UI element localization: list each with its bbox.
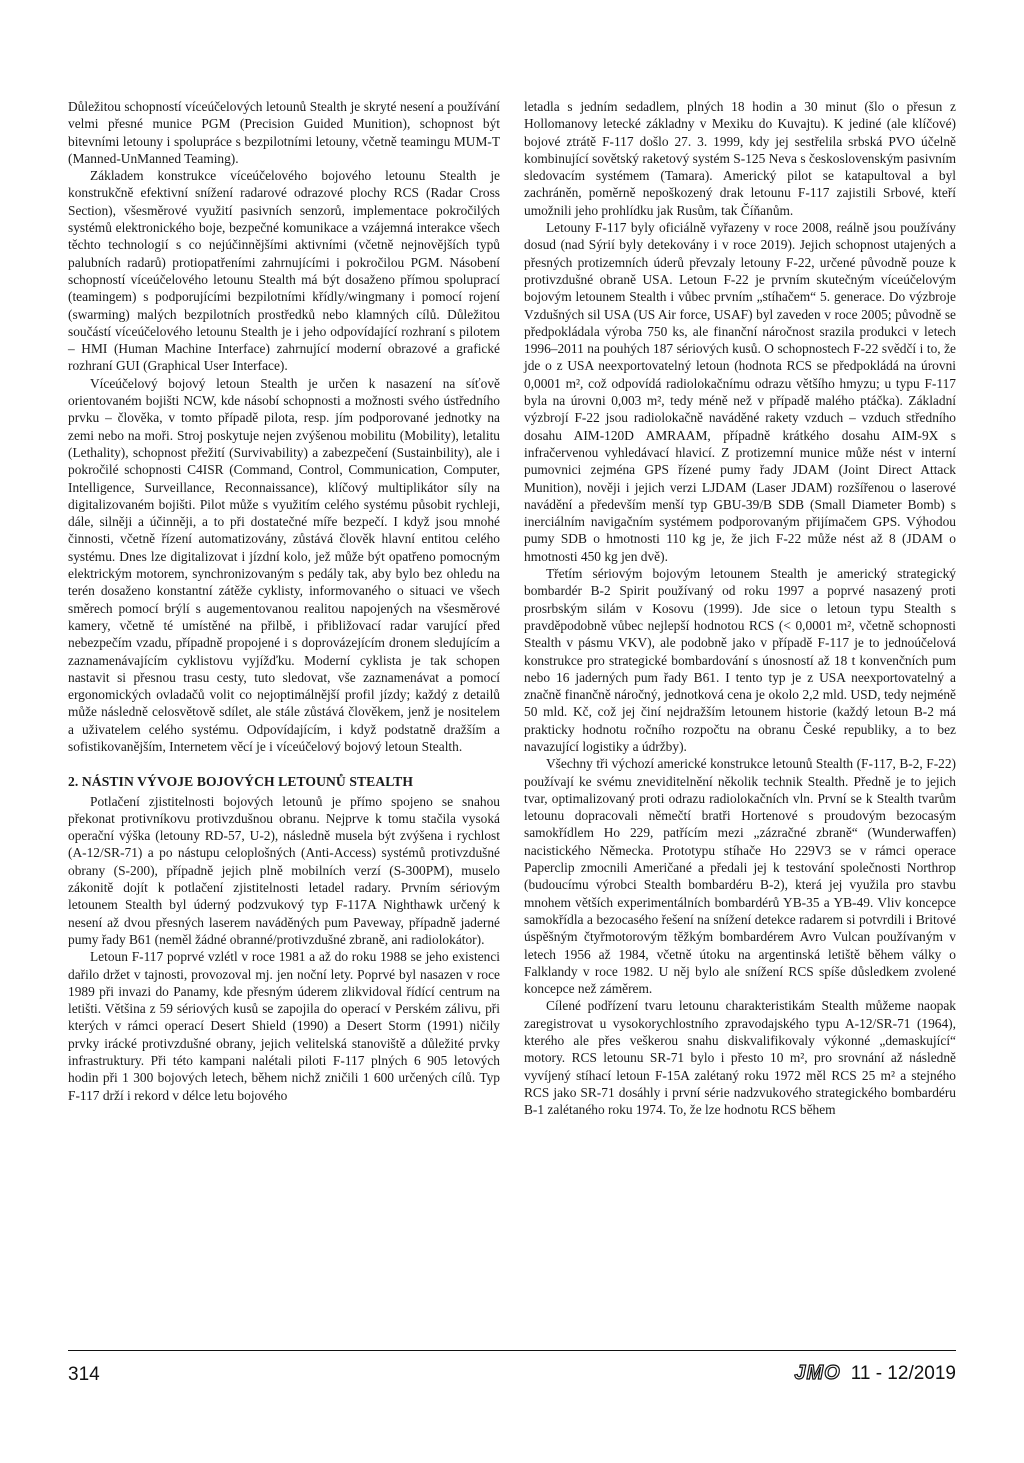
issue-number: 11 - 12/2019 xyxy=(850,1362,956,1384)
body-paragraph: letadla s jedním sedadlem, plných 18 hodin a 30 minut (šlo o přesun z Hollomanovy letecké základny v Mexiku do Kuvajtu). K jediné (ale klíčové) bojové ztrátě F-117 došlo 27. 3. 1999, kdy jej sestřelila srbská PVO účelně kombinující sovětský raketový systém S-125 Neva s československým pasivním sledovacím systémem (Tamara). Americký pilot se katapultoval a byl zachráněn, poměrně nepoškozený drak letounu F-117 zajistili Srbové, kteří umožnili jeho prohlídku jak Rusům, tak Číňanům. xyxy=(524,99,956,218)
right-column xyxy=(524,98,956,1119)
journal-logo: JMO xyxy=(794,1362,841,1384)
body-paragraph: Potlačení zjistitelnosti bojových letounů je přímo spojeno se snahou překonat protivníkovu protivzdušnou obranu. Nejprve k tomu stačila vysoká operační výška (letouny RD-57, U-2), následně musela být zvýšena i rychlost (A-12/SR-71) a po nástupu celoplošných (Anti-Access) systémů protivzdušné obrany (S-200), případně jejich plně mobilních verzí (S-300PM), muselo zákonitě dojít k potlačení zjistitelnosti letadel radary. Prvním sériovým letounem Stealth byl úderný podzvukový typ F-117A Nighthawk určený k nesení až dvou přesných laserem naváděných pum Paveway, případně jaderné pumy řady B61 (neměl žádné obranné/protivzdušné zbraně, ani radiolokátor). xyxy=(68,793,500,947)
body-paragraph: Letouny F-117 byly oficiálně vyřazeny v roce 2008, reálně jsou používány dosud (nad Sýrií byly detekovány i v roce 2019). Jejich schopnost utajených a přesných protizemních úderů převzaly letouny F-22, určené původně pouze k protivzdušné obraně USA. Letoun F-22 je prvním skutečným víceúčelovým bojovým letounem Stealth i vůbec prvním „stíhačem“ 5. generace. Do výzbroje Vzdušných sil USA (US Air force, USAF) byl zaveden v roce 2005; původně se předpokládala výroba 750 ks, ale finanční náročnost srazila produkci v letech 1996–2011 na pouhých 187 sériových kusů. O schopnostech F-22 svědčí i to, že jde o z USA neexportovatelný letoun (hodnota RCS se předpokládá na úrovni 0,0001 m², což odpovídá radiolokačnímu odrazu většího hmyzu; u typu F-117 byla na úrovni 0,003 m², tedy méně než v případě malého ptáčka). Základní výzbrojí F-22 jsou radiolokačně naváděné rakety vzduch – vzduch středního dosahu AIM-120D AMRAAM, případně krátkého dosahu AIM-9X s infračervenou vyhledávací hlavicí. Z protizemní munice může nést v interní pumovnici zejména GPS řízené pumy řady JDAM (Joint Direct Attack Munition), nověji i jejich verzi LJDAM (Laser JDAM) rozšířenou o laserové navádění a především menší typ GBU-39/B SDB (Small Diameter Bomb) s inerciálním navigačním systémem podporovaným přijímačem GPS. Výhodou pumy SDB o hmotnosti 110 kg je, že jich F-22 může nést až 8 (JDAM o hmotnosti 450 kg jen dvě). xyxy=(524,220,956,564)
body-paragraph: Víceúčelový bojový letoun Stealth je určen k nasazení na síťově orientovaném bojišti NCW, kde násobí schopnosti a možnosti svého ústředního prvku – člověka, v tomto případě pilota, resp. jím podporované jednotky na zemi nebo na moři. Stroj poskytuje nejen zvýšenou mobilitu (Mobility), letalitu (Lethality), schopnost přežití (Survivability) a zabezpečení (Sustainbility), ale i pokročilé schopnosti C4ISR (Command, Control, Communication, Computer, Intelligence, Surveillance, Reconnaissance), klíčový multiplikátor síly na digitalizovaném bojišti. Pilot může s využitím celého systému působit rychleji, dále, silněji a účinněji, a to při dostatečné míře bezpečí. I když jsou mnohé činnosti, včetně řízení automatizovány, zůstává člověk hlavní entitou celého systému. Dnes lze digitalizovat i jízdní kolo, jež může být opatřeno pomocným elektrickým motorem, synchronizovaným s pedály tak, aby bylo bez ohledu na terén dosaženo konstantní zátěže cyklisty, informovaného o situaci ve všech směrech pomocí brýlí s augementovanou realitou napojených na všesměrové kamery, včetně té umístěné na přilbě, i přibližovací radar varující před nebezpečím vzadu, případně propojené i s doprovázejícím dronem sledujícím a zaznamenávajícím cyklistovu vyjížďku. Moderní cyklista je tak schopen nastavit si přesnou trasu cesty, tuto sledovat, vše zaznamenávat a pomocí ergonomických ovladačů volit co nejoptimálnější profil jízdy; každý z detailů může následně celosvětově sdílet, ale stále zůstává člověkem, jenž je nositelem a uživatelem celého systému. Odpovídajícím, i když podstatně dražším a sofistikovanějším, Internetem věcí je i víceúčelový bojový letoun Stealth. xyxy=(68,375,500,754)
body-paragraph: Třetím sériovým bojovým letounem Stealth je americký strategický bombardér B-2 Spirit používaný od roku 1997 a poprvé nasazený proti prosrbským silám v Kosovu (1999). Jde sice o letoun typu Stealth s pravděpodobně vůbec nejlepší hodnotou RCS (< 0,0001 m², včetně schopnosti Stealth v pásmu VKV), ale podobně jako v případě F-117 je to jednoúčelová konstrukce pro strategické bombardování s únosností až 18 t konvenčních pum nebo 16 jaderných pum řady B61. I tento typ je z USA neexportovatelný a značně finančně náročný, jednotková cena je okolo 2,2 mld. USD, tedy nejméně 50 mld. Kč, což jej činí nejdražším letounem historie (každý letoun B-2 má prakticky hodnotu ročního rozpočtu na obranu České republiky, a to bez navazující logistiky a údržby). xyxy=(524,566,956,754)
body-paragraph: Důležitou schopností víceúčelových letounů Stealth je skryté nesení a používání velmi přesné munice PGM (Precision Guided Munition), schopnost být bitevními letouny i spolupráce s bezpilotními letouny, včetně teamingu MUM-T (Manned-UnManned Teaming). xyxy=(68,99,500,166)
journal-footer xyxy=(794,1362,956,1385)
left-column xyxy=(68,98,500,1104)
body-paragraph: Základem konstrukce víceúčelového bojového letounu Stealth je konstrukčně efektivní snížení radarové odrazové plochy RCS (Radar Cross Section), všesměrové využití pasivních senzorů, implementace pokročilých systémů elektronického boje, bezpečné komunikace a vzájemná interakce všech těchto technologií s co nejúčinnějšími aktivními (včetně nejnovějších typů palubních radarů) protiopatřeními zahrnujícími i pokročilou PGM. Násobení schopností víceúčelového letounu Stealth má být dosaženo přímou spoluprací (teamingem) s podporujícími bezpilotními křídly/wingmany i pomocí rojení (swarming) malých bezpilotních prostředků nebo klamných cílů. Důležitou součástí víceúčelového letounu Stealth je i jeho odpovídající rozhraní s pilotem – HMI (Human Machine Interface) zahrnující moderní obrazové a grafické rozhraní GUI (Graphical User Interface). xyxy=(68,168,500,374)
section-heading: 2. NÁSTIN VÝVOJE BOJOVÝCH LETOUNŮ STEALTH xyxy=(68,774,414,790)
footer-rule xyxy=(68,1350,956,1351)
body-paragraph: Letoun F-117 poprvé vzlétl v roce 1981 a až do roku 1988 se jeho existenci dařilo držet v tajnosti, provozoval mj. jen noční lety. Poprvé byl nasazen v roce 1989 při invazi do Panamy, kde přesným úderem zlikvidoval řídící centrum na letišti. Většina z 59 sériových kusů se zapojila do operací v Perském zálivu, při kterých v rámci operací Desert Shield (1990) a Desert Storm (1991) ničily prvky irácké protivzdušné obrany, jejich velitelská stanoviště a důležité prvky infrastruktury. Při této kampani nalétali piloti F-117 plných 6 905 letových hodin při 1 300 bojových letech, během nichž zničili 1 600 určených cílů. Typ F-117 drží i rekord v délce letu bojového xyxy=(68,949,500,1103)
body-paragraph: Cílené podřízení tvaru letounu charakteristikám Stealth můžeme naopak zaregistrovat u vysokorychlostního zpravodajského typu A-12/SR-71 (1964), kterého ale přes veškerou snahu diskvalifikovaly výkonné „demaskující“ motory. RCS letounu SR-71 bylo i přesto 10 m², pro srovnání až následně vyvíjený stíhací letoun F-15A zalétaný roku 1972 měl RCS 25 m² a stejného RCS jako SR-71 dosáhly i první série nadzvukového strategického bombardéru B-1 zalétaného roku 1974. To, že lze hodnotu RCS během xyxy=(524,998,956,1118)
body-paragraph: Všechny tři výchozí americké konstrukce letounů Stealth (F-117, B-2, F-22) používají ke svému zneviditelnění několik technik Stealth. Předně je to jejich tvar, optimalizovaný proti odrazu radiolokačních vln. První se k Stealth tvarům letounu dopracovali němečtí bratři Hortenové s proudovým bezocasým samokřídlem Ho 229, patřícím mezi „zázračné zbraně“ (Wunderwaffen) nacistického Německa. Prototypu stíhače Ho 229V3 se v rámci operace Paperclip zmocnili Američané a předali jej k testování společnosti Northrop (budoucímu výrobci Stealth bombardéru B-2), která jej využila pro stavbu mnohem větších experimentálních bombardérů YB-35 a YB-49. Vliv koncepce samokřídla a bezocasého řešení na snížení detekce radarem si potvrdili i Britové úspěšným čtyřmotorovým těžkým bombardérem Avro Vulcan používaným v letech 1956 až 1984, včetně útoku na argentinská letiště během války o Falklandy v roce 1982. U něj bylo ale snížení RCS spíše důsledkem zvolené koncepce než záměrem. xyxy=(524,756,956,997)
page-number: 314 xyxy=(68,1364,100,1385)
